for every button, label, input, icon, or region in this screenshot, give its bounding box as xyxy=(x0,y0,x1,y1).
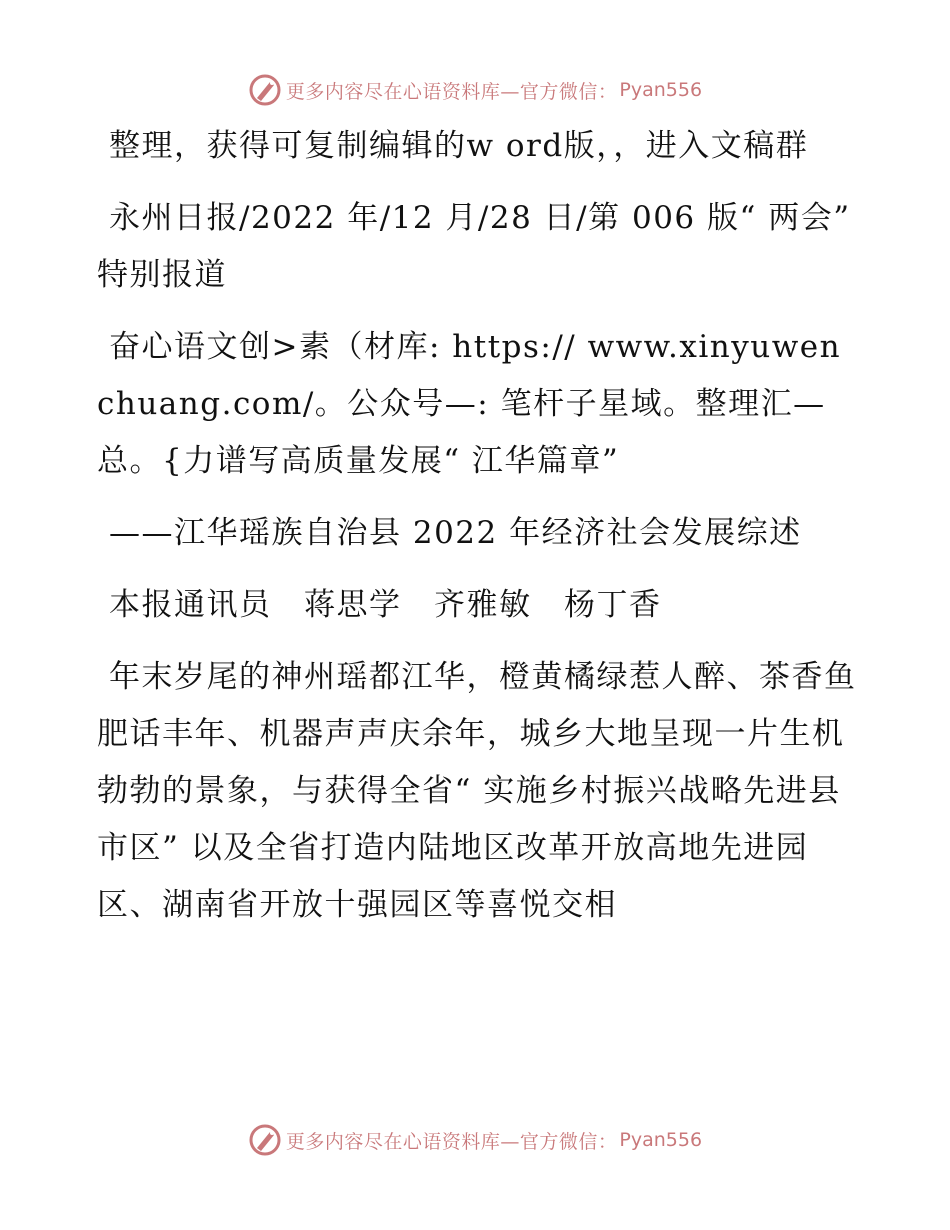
watermark-text: 更多内容尽在心语资料库—官方微信： xyxy=(285,1130,618,1153)
paragraph-title: 奋心语文创>素（材库: https:// www.xinyuwenchuang.com/。公众号—: 笔杆子星域。整理汇—总。{力谱写高质量发展“ 江华篇章” xyxy=(97,329,842,479)
watermark-wechat-id: Pyan556 xyxy=(619,79,703,101)
footer-watermark-banner xyxy=(0,1120,950,1160)
watermark-text: 更多内容尽在心语资料库—官方微信： xyxy=(285,80,618,103)
paragraph-body: 年末岁尾的神州瑶都江华，橙黄橘绿惹人醉、茶香鱼肥话丰年、机器声声庆余年，城乡大地呈现一片生机勃勃的景象，与获得全省“ 实施乡村振兴战略先进县市区” 以及全省打造内陆地区改革开放高地先进园区、湖南省开放十强园区等喜悦交相 xyxy=(97,659,857,923)
paragraph-intro-note: 整理，获得可复制编辑的w ord版，，进入文稿群 xyxy=(109,128,809,164)
header-watermark-banner xyxy=(0,70,950,110)
paragraph-source-line: 永州日报/2022 年/12 月/28 日/第 006 版“ 两会” 特别报道 xyxy=(97,200,851,293)
pen-logo-icon xyxy=(248,1123,282,1157)
paragraph-byline: 本报通讯员 蒋思学 齐雅敏 杨丁香 xyxy=(109,587,662,623)
paragraph-subtitle: ——江华瑶族自治县 2022 年经济社会发展综述 xyxy=(109,515,802,551)
watermark-wechat-id: Pyan556 xyxy=(619,1129,703,1151)
pen-logo-icon xyxy=(248,73,282,107)
document-body xyxy=(97,118,857,949)
